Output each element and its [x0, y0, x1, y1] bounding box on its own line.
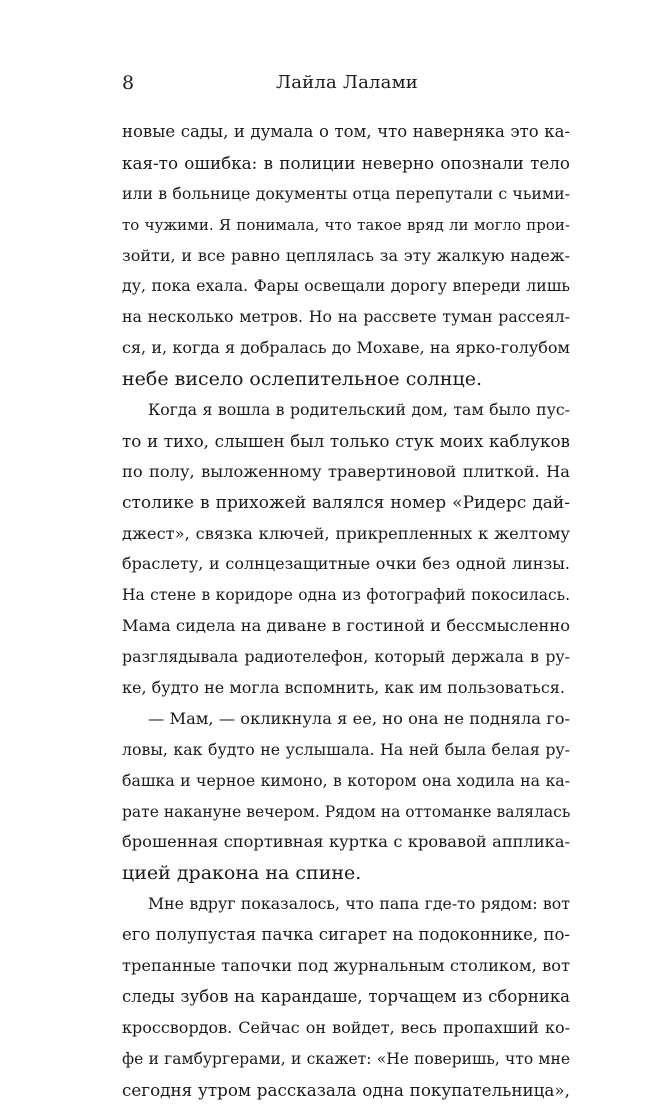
page-number: 8	[122, 72, 135, 94]
text-line: разглядывала радиотелефон, который держала в ру-	[122, 647, 570, 667]
text-line: браслету, и солнцезащитные очки без одной линзы.	[122, 554, 570, 574]
paragraph	[122, 117, 570, 395]
text-line: то и тихо, слышен был только стук моих каблуков	[122, 430, 570, 451]
text-line: то чужими. Я понимала, что такое вряд ли могло прои-	[122, 215, 570, 234]
text-line: Когда я вошла в родительский дом, там было пус-	[148, 400, 570, 420]
text-line: или в больнице документы отца перепутали с чьими-	[122, 183, 570, 203]
text-line: ловы, как будто не услышала. На ней была белая ру-	[122, 739, 570, 759]
text-line: столике в прихожей валялся номер «Ридерс дай-	[122, 492, 570, 513]
text-line: трепанные тапочки под журнальным столиком, вот	[122, 956, 570, 976]
text-line: Мама сидела на диване в гостиной и бессмысленно	[122, 616, 570, 636]
text-line: джест», связка ключей, прикрепленных к желтому	[122, 523, 570, 543]
text-line: ке, будто не могла вспомнить, как им пользоваться.	[122, 678, 565, 698]
page-header	[122, 72, 572, 102]
text-line: рате накануне вечером. Рядом на оттоманке валялась	[122, 802, 571, 821]
text-line: — Мам, — окликнула я ее, но она не подняла го-	[148, 708, 570, 728]
paragraph	[122, 704, 570, 889]
text-line: ся, и, когда я добралась до Мохаве, на ярко-голубом	[122, 338, 570, 358]
text-line: цией дракона на спине.	[122, 862, 362, 885]
body-text	[122, 117, 570, 1106]
text-line: его полупустая пачка сигарет на подоконнике, по-	[122, 925, 570, 945]
text-line: сегодня утром рассказала одна покупательница»,	[122, 1079, 570, 1100]
text-line: небе висело ослепительное солнце.	[122, 368, 483, 391]
text-line: На стене в коридоре одна из фотографий покосилась.	[122, 586, 570, 605]
text-line: ду, пока ехала. Фары освещали дорогу впереди лишь	[122, 276, 570, 296]
running-title: Лайла Лалами	[276, 72, 418, 93]
text-line: башка и черное кимоно, в котором она ходила на ка-	[122, 770, 570, 790]
text-line: следы зубов на карандаше, торчащем из сборника	[122, 986, 570, 1006]
paragraph	[122, 395, 570, 704]
text-line: новые сады, и думала о том, что наверняка это ка-	[122, 122, 570, 141]
paragraph	[122, 889, 570, 1105]
text-line: брошенная спортивная куртка с кровавой апплика-	[122, 832, 570, 852]
text-line: кая-то ошибка: в полиции неверно опознали тело	[122, 152, 570, 173]
text-line: Мне вдруг показалось, что папа где-то рядом: вот	[148, 894, 570, 914]
text-line: фе и гамбургерами, и скажет: «Не поверишь, что мне	[122, 1049, 570, 1068]
text-line: на несколько метров. Но на рассвете туман рассеял-	[122, 307, 570, 327]
text-line: зойти, и все равно цеплялась за эту жалкую надеж-	[122, 245, 570, 265]
text-line: кроссвордов. Сейчас он войдет, весь пропахший ко-	[122, 1017, 570, 1037]
text-line: по полу, выложенному травертиновой плиткой. На	[122, 461, 570, 481]
